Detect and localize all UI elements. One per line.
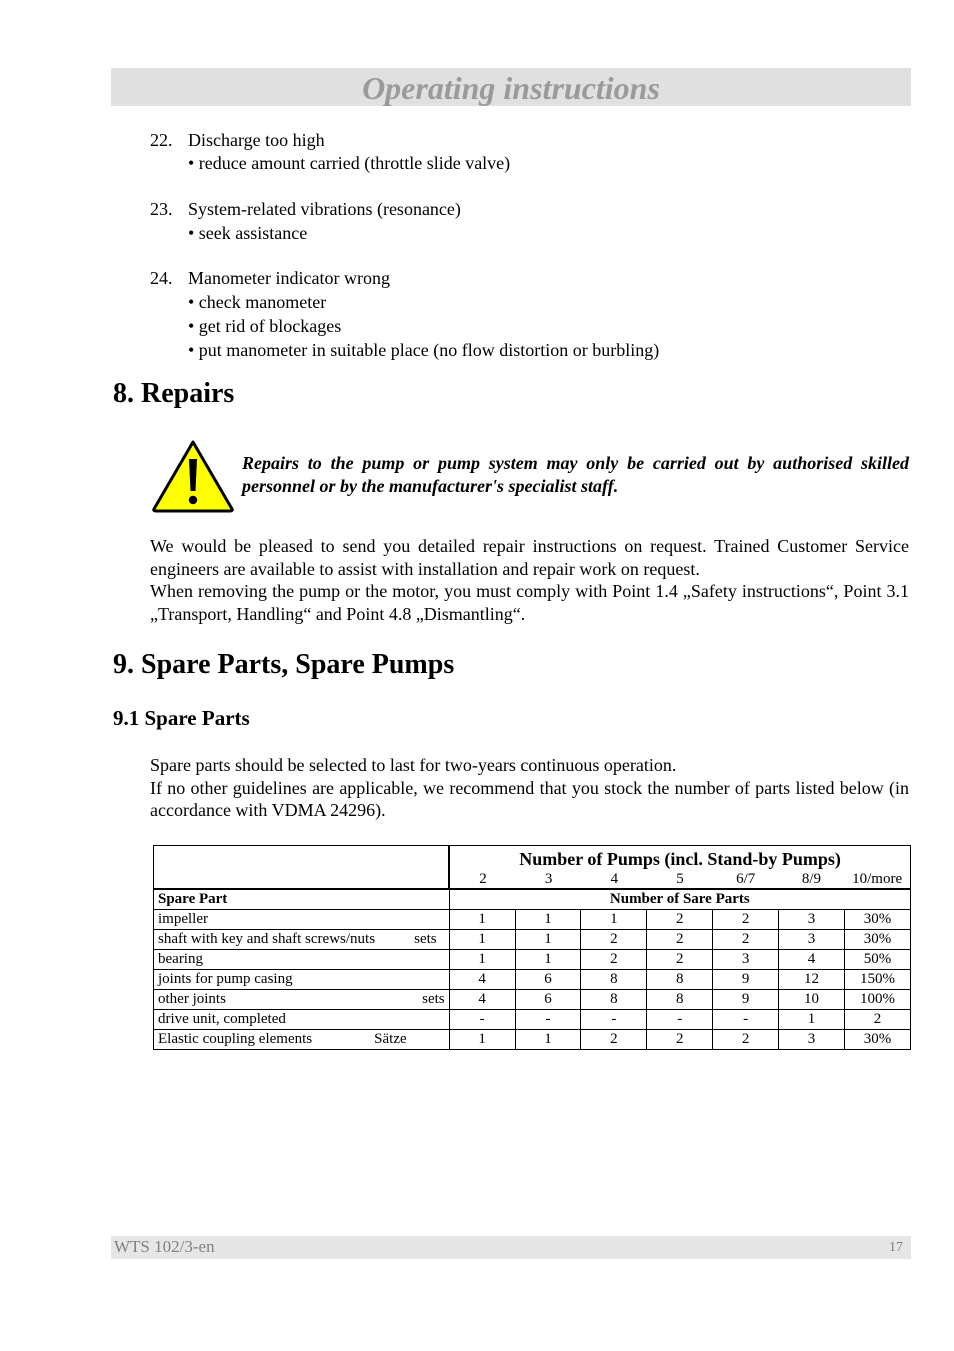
subsection-heading-spare-parts: 9.1 Spare Parts (113, 706, 250, 730)
spare-count-header: Number of Sare Parts (449, 889, 910, 910)
repair-para-1: We would be pleased to send you detailed repair instructions on request. Trained Customer Service engineers are available to assist with installation and repair work on request. (150, 536, 909, 579)
value-cell: - (647, 1010, 713, 1030)
fault-bullet: • put manometer in suitable place (no flow distortion or burbling) (188, 340, 660, 360)
spare-para-2: If no other guidelines are applicable, we recommend that you stock the number of parts listed below (in accordance with VDMA 24296). (150, 777, 909, 820)
value-cell: 30% (845, 1030, 911, 1050)
value-cell: 1 (515, 1030, 581, 1050)
pump-count: 2 (479, 870, 487, 887)
fault-23 (150, 198, 461, 220)
repair-warning: Repairs to the pump or pump system may only be carried out by authorised skilled personnel or by the manufacturer's specialist staff. (242, 453, 909, 496)
part-name: impeller (158, 911, 208, 927)
part-cell (154, 970, 450, 990)
fault-title: System-related vibrations (resonance) (188, 199, 461, 219)
value-cell: 2 (581, 930, 647, 950)
value-cell: 1 (779, 1010, 845, 1030)
value-cell: 100% (845, 990, 911, 1010)
value-cell: 30% (845, 930, 911, 950)
part-cell (154, 950, 450, 970)
value-cell: 2 (647, 950, 713, 970)
spare-para-1: Spare parts should be selected to last for two-years continuous operation. (150, 755, 677, 775)
table-row (154, 910, 911, 930)
repair-para-2: When removing the pump or the motor, you must comply with Point 1.4 „Safety instructions“, Point 3.1 „Transport, Handling“ and Point 4.8 „Dismantling“. (150, 581, 909, 624)
pump-count: 6/7 (736, 870, 756, 887)
value-cell: 2 (845, 1010, 911, 1030)
value-cell: 2 (581, 1030, 647, 1050)
footer-bar (111, 1236, 911, 1259)
value-cell: 9 (713, 990, 779, 1010)
pump-count: 4 (610, 870, 619, 887)
table-row (154, 950, 911, 970)
value-cell: 8 (581, 970, 647, 990)
fault-number: 23. (150, 199, 173, 219)
page-title: Operating instructions (362, 70, 660, 106)
fault-title: Discharge too high (188, 130, 325, 150)
value-cell: 3 (779, 1030, 845, 1050)
warning-icon (151, 439, 235, 513)
part-name: other joints (158, 991, 226, 1007)
fault-22 (150, 129, 325, 151)
value-cell: 8 (647, 970, 713, 990)
repair-paragraph (150, 535, 909, 625)
table-row (154, 990, 911, 1010)
part-cell (154, 1030, 450, 1050)
value-cell: 4 (779, 950, 845, 970)
value-cell: 6 (515, 970, 581, 990)
value-cell: 4 (449, 990, 515, 1010)
value-cell: 1 (581, 910, 647, 930)
part-cell (154, 930, 450, 950)
section-heading-spare: 9. Spare Parts, Spare Pumps (113, 649, 455, 680)
part-name: bearing (158, 951, 203, 967)
part-unit: sets (414, 931, 437, 947)
table-row (154, 970, 911, 990)
value-cell: 2 (713, 910, 779, 930)
fault-bullet: • get rid of blockages (188, 316, 342, 336)
part-unit: sets (422, 991, 445, 1007)
fault-24 (150, 267, 390, 289)
fault-number: 24. (150, 268, 173, 288)
table-row (154, 1010, 911, 1030)
value-cell: - (581, 1010, 647, 1030)
value-cell: 1 (515, 930, 581, 950)
part-unit: Sätze (374, 1031, 407, 1047)
pump-count-row (449, 870, 910, 889)
doc-code: WTS 102/3-en (114, 1237, 215, 1256)
value-cell: 150% (845, 970, 911, 990)
table-row (154, 930, 911, 950)
value-cell: 3 (779, 910, 845, 930)
value-cell: 6 (515, 990, 581, 1010)
value-cell: 1 (449, 910, 515, 930)
value-cell: 4 (449, 970, 515, 990)
value-cell: 8 (647, 990, 713, 1010)
part-name: joints for pump casing (158, 971, 293, 987)
section-heading-repairs: 8. Repairs (113, 378, 235, 409)
part-name: shaft with key and shaft screws/nuts (158, 931, 376, 947)
pump-count: 3 (544, 870, 553, 887)
fault-title: Manometer indicator wrong (188, 268, 390, 288)
value-cell: - (515, 1010, 581, 1030)
value-cell: 50% (845, 950, 911, 970)
value-cell: 1 (449, 950, 515, 970)
part-name: drive unit, completed (158, 1011, 286, 1027)
spare-part-column-header: Spare Part (154, 889, 450, 910)
value-cell: 2 (581, 950, 647, 970)
fault-number: 22. (150, 130, 173, 150)
value-cell: 10 (779, 990, 845, 1010)
value-cell: 2 (647, 930, 713, 950)
pump-count: 10/more (852, 870, 903, 887)
value-cell: 3 (779, 930, 845, 950)
table-corner-cell (154, 846, 450, 890)
value-cell: 1 (449, 1030, 515, 1050)
value-cell: 2 (713, 1030, 779, 1050)
value-cell: 1 (449, 930, 515, 950)
fault-bullet: • seek assistance (188, 223, 308, 243)
page-number: 17 (889, 1240, 903, 1255)
pump-count: 8/9 (801, 870, 821, 887)
pump-count: 5 (676, 870, 684, 887)
value-cell: - (449, 1010, 515, 1030)
fault-bullet: • check manometer (188, 292, 327, 312)
pump-group-header: Number of Pumps (incl. Stand-by Pumps) (449, 846, 910, 871)
spare-paragraph (150, 754, 909, 822)
value-cell: 9 (713, 970, 779, 990)
part-name: Elastic coupling elements (158, 1031, 313, 1047)
value-cell: 1 (515, 910, 581, 930)
value-cell: 2 (647, 910, 713, 930)
value-cell: - (713, 1010, 779, 1030)
fault-bullet: • reduce amount carried (throttle slide valve) (188, 153, 511, 173)
part-cell (154, 990, 450, 1010)
spare-parts-table (153, 845, 911, 1050)
value-cell: 30% (845, 910, 911, 930)
value-cell: 8 (581, 990, 647, 1010)
value-cell: 1 (515, 950, 581, 970)
part-cell (154, 1010, 450, 1030)
value-cell: 12 (779, 970, 845, 990)
value-cell: 2 (647, 1030, 713, 1050)
value-cell: 3 (713, 950, 779, 970)
part-cell (154, 910, 450, 930)
table-row (154, 1030, 911, 1050)
value-cell: 2 (713, 930, 779, 950)
header-bar (111, 68, 911, 106)
